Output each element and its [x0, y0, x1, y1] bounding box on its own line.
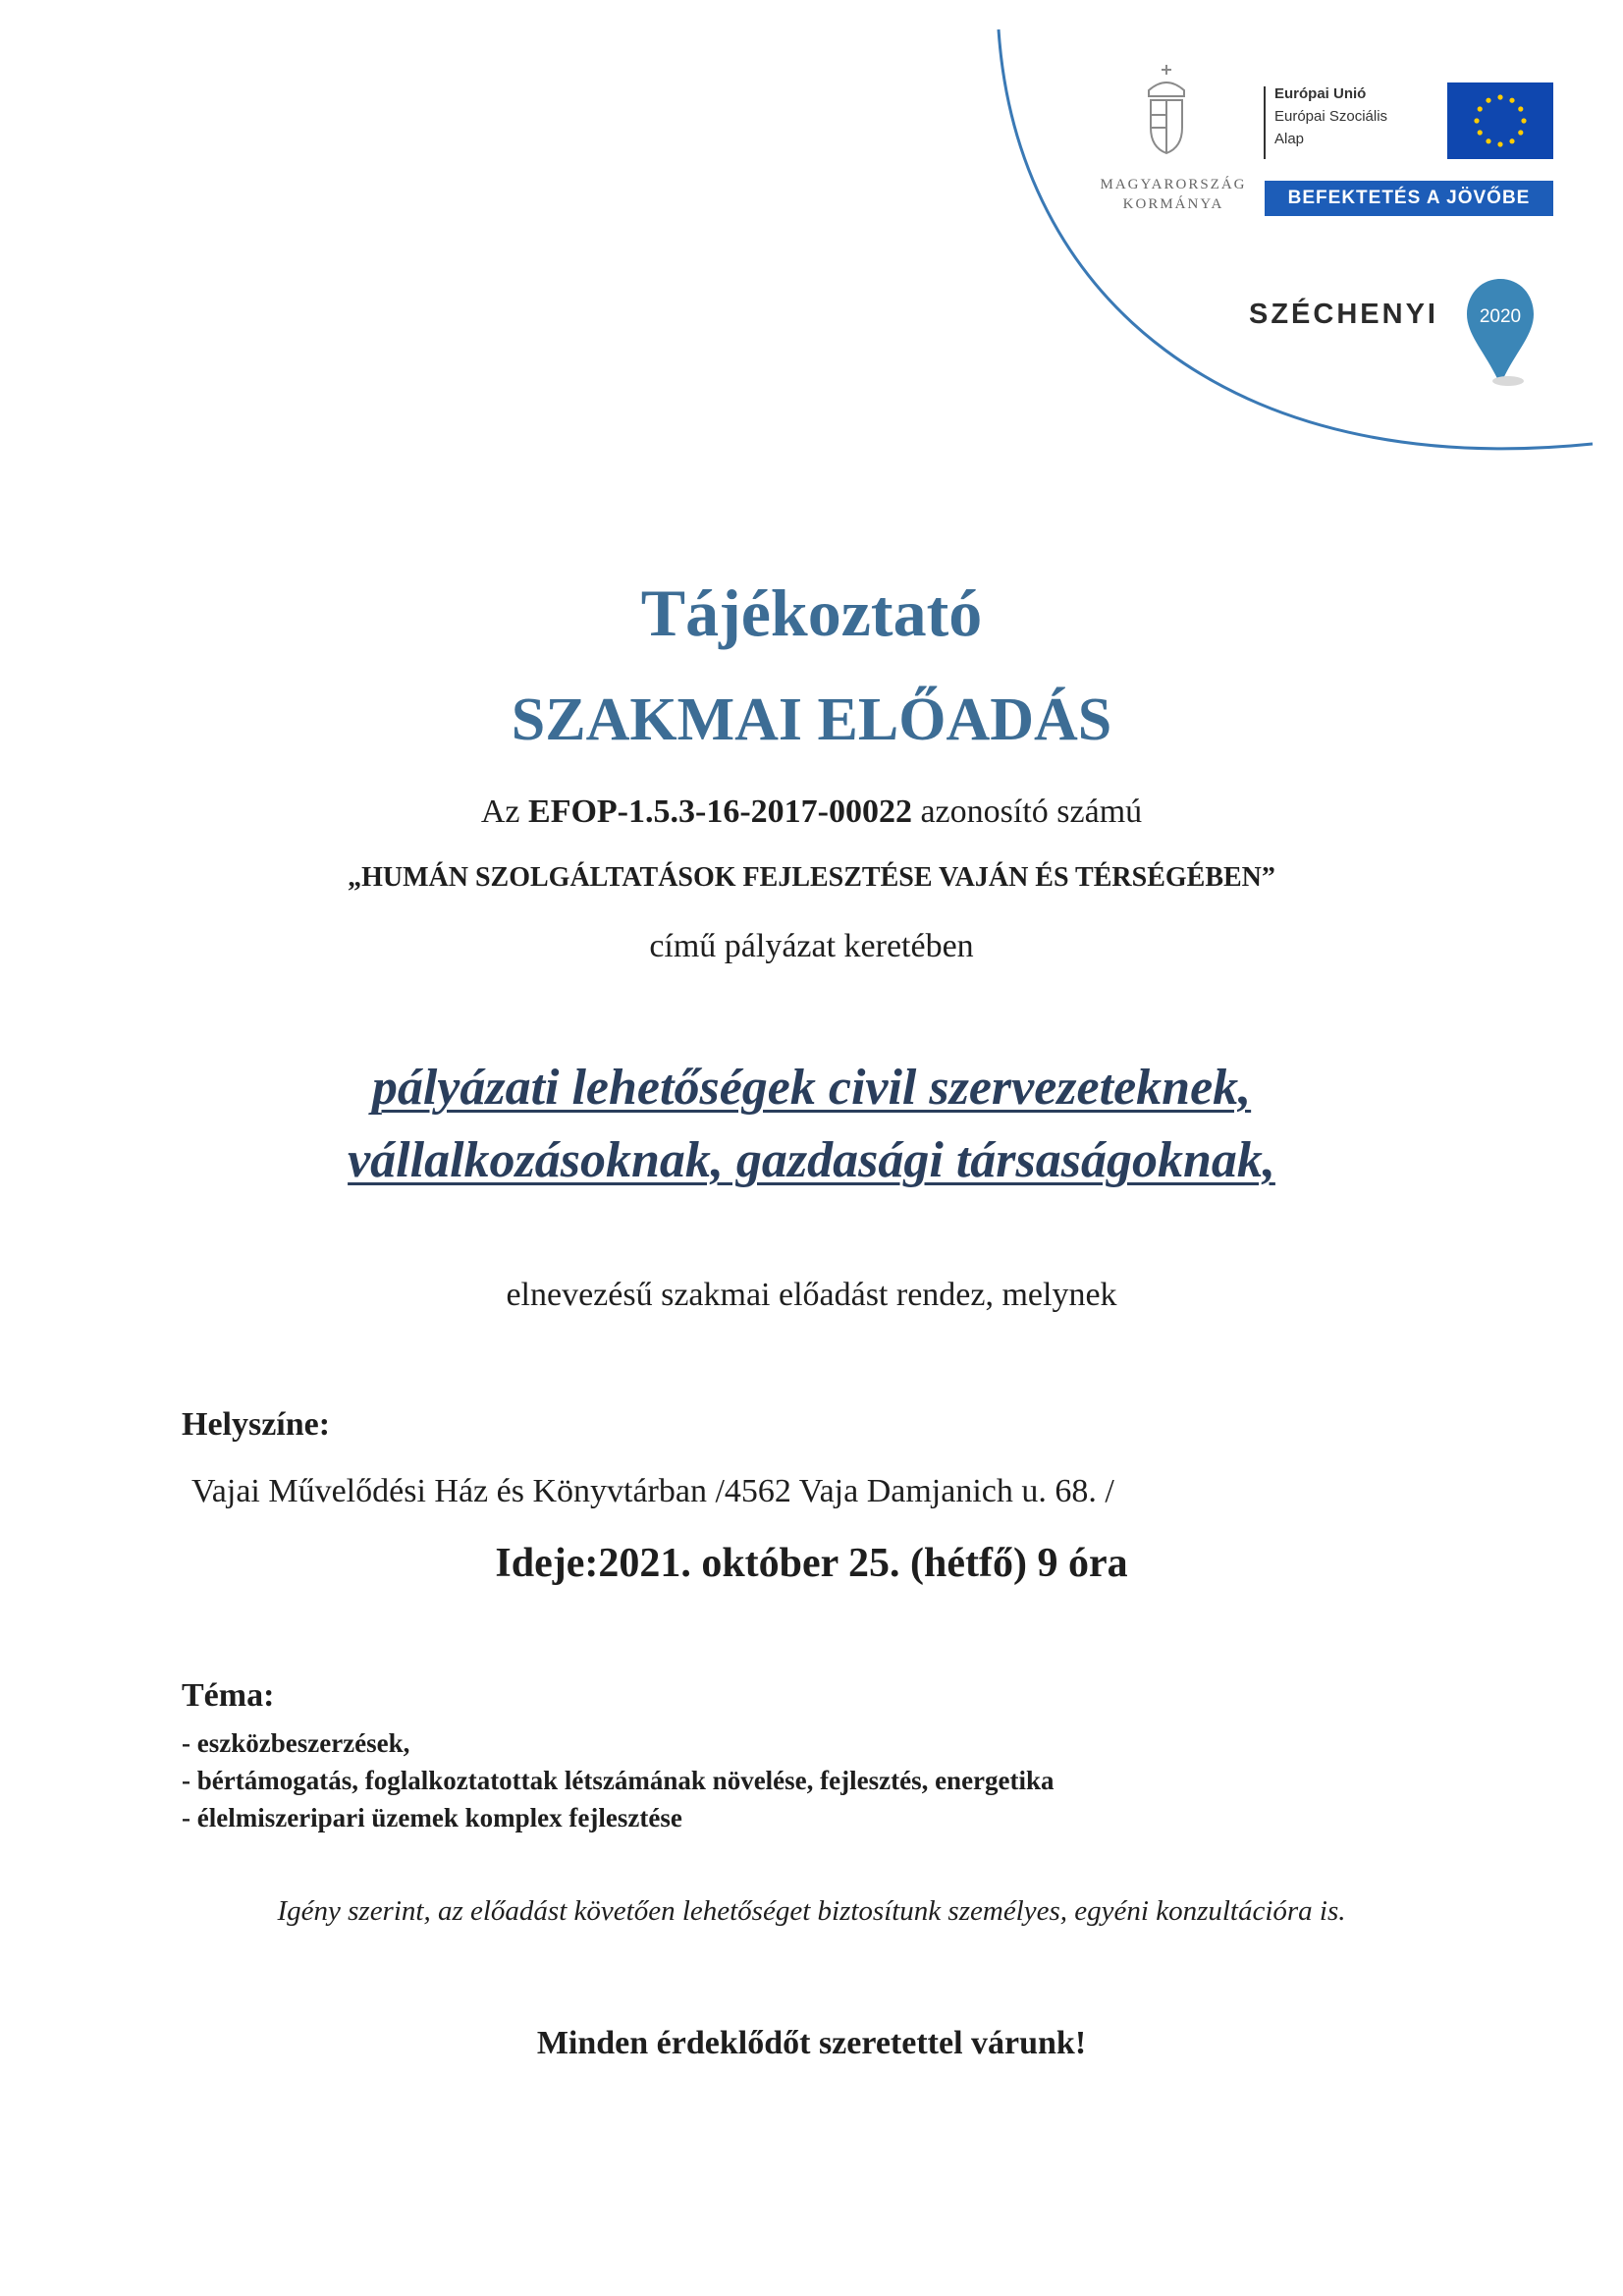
szechenyi-year: 2020 — [1479, 306, 1522, 327]
eu-star-icon — [1497, 94, 1502, 99]
list-item: - bértámogatás, foglalkoztatottak létszámának növelése, fejlesztés, energetika — [182, 1766, 1055, 1795]
government-label — [1090, 175, 1257, 214]
document-subtitle: SZAKMAI ELŐADÁS — [511, 686, 1112, 753]
closing-line: Minden érdeklődőt szeretettel várunk! — [536, 2025, 1087, 2061]
eu-star-icon — [1518, 106, 1523, 111]
lecture-topic-line2: vállalkozásoknak, gazdasági társaságoknak, — [348, 1132, 1275, 1188]
eu-star-icon — [1518, 130, 1523, 135]
document-title: Tájékoztató — [640, 575, 983, 650]
szechenyi-logo-text: SZÉCHENYI — [1249, 299, 1438, 330]
decorative-arc — [0, 0, 1623, 511]
theme-list — [182, 1724, 1055, 1836]
project-name: „HUMÁN SZOLGÁLTATÁSOK FEJLESZTÉSE VAJÁN ÉS TÉRSÉGÉBEN” — [348, 862, 1275, 893]
project-id: EFOP-1.5.3-16-2017-00022 — [528, 793, 912, 830]
eu-star-icon — [1486, 138, 1490, 143]
project-prefix: Az — [480, 793, 520, 830]
government-line1: MAGYARORSZÁG — [1100, 177, 1247, 192]
eu-divider — [1264, 86, 1266, 159]
eu-star-icon — [1478, 130, 1483, 135]
eu-star-icon — [1478, 106, 1483, 111]
government-line2: KORMÁNYA — [1122, 196, 1224, 212]
list-item: - eszközbeszerzések, — [182, 1728, 410, 1758]
eu-line2: Európai Szociális — [1274, 108, 1388, 125]
eu-star-icon — [1509, 138, 1514, 143]
venue-label: Helyszíne: — [182, 1406, 331, 1443]
eu-star-icon — [1497, 141, 1502, 146]
project-context: című pályázat keretében — [649, 928, 974, 964]
szechenyi-2020-pin-icon — [1463, 275, 1538, 391]
event-date: Ideje:2021. október 25. (hétfő) 9 óra — [495, 1541, 1128, 1586]
eu-star-icon — [1521, 118, 1526, 123]
lecture-topic-line1: pályázati lehetőségek civil szervezeteknek, — [371, 1060, 1252, 1116]
intro-text: elnevezésű szakmai előadást rendez, melynek — [506, 1277, 1117, 1313]
eu-star-icon — [1474, 118, 1479, 123]
investment-banner: BEFEKTETÉS A JÖVŐBE — [1265, 181, 1553, 216]
list-item: - élelmiszeripari üzemek komplex fejlesztése — [182, 1803, 682, 1832]
consultation-note: Igény szerint, az előadást követően lehetőséget biztosítunk személyes, egyéni konzultációra is. — [277, 1895, 1346, 1927]
theme-label: Téma: — [182, 1677, 275, 1714]
eu-flag-icon — [1447, 82, 1553, 159]
hungarian-coat-of-arms-icon — [1139, 61, 1194, 159]
project-id-line — [0, 793, 1623, 831]
eu-fund-label — [1274, 82, 1387, 150]
eu-star-icon — [1486, 98, 1490, 103]
venue-value: Vajai Művelődési Ház és Könyvtárban /4562 Vaja Damjanich u. 68. / — [191, 1473, 1114, 1509]
eu-line3: Alap — [1274, 131, 1305, 147]
eu-line1: Európai Unió — [1274, 85, 1367, 102]
project-id-suffix: azonosító számú — [920, 793, 1143, 830]
eu-star-icon — [1509, 98, 1514, 103]
